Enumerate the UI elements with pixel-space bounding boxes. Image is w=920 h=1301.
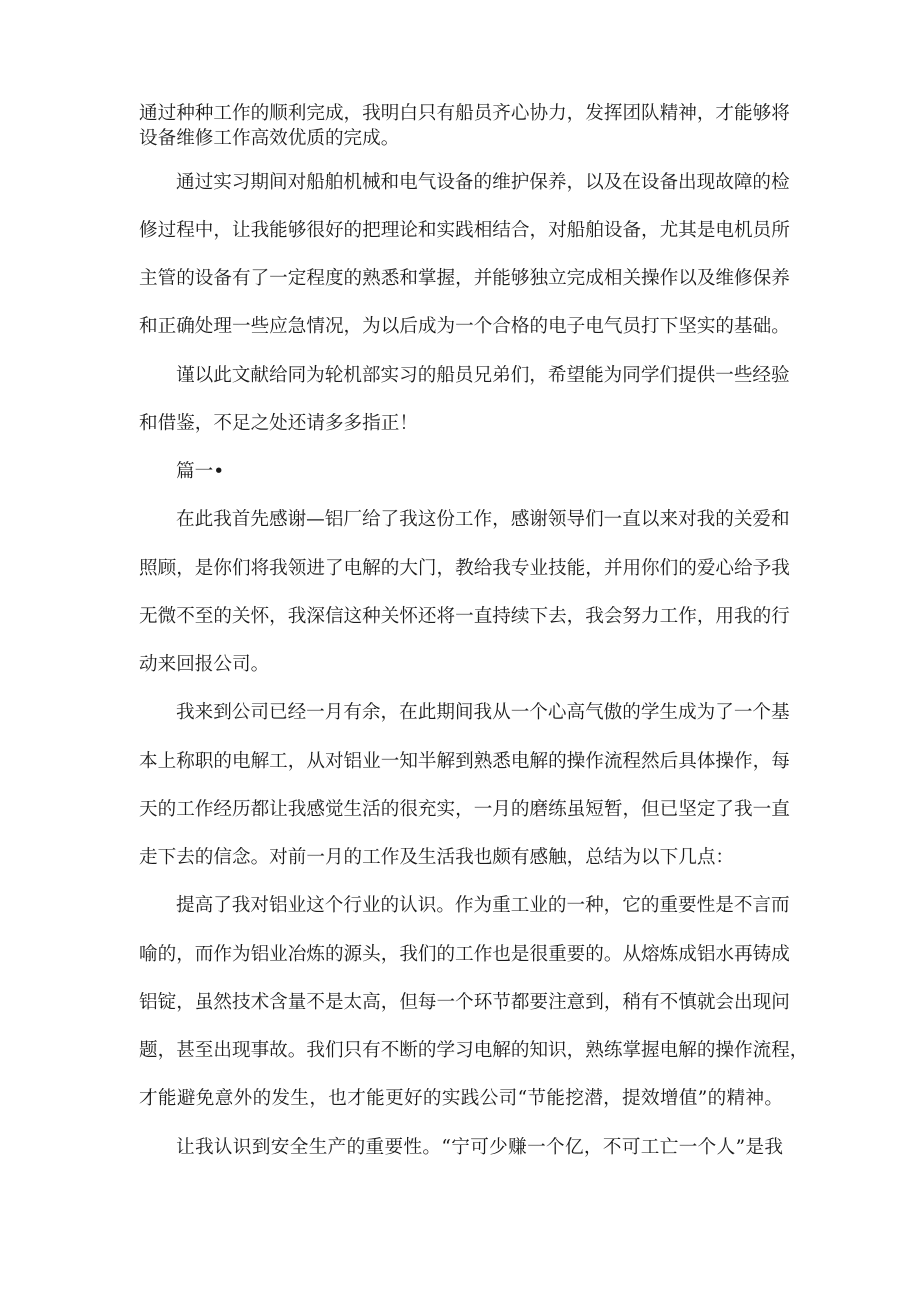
text-line: 在此我首先感谢—铝厂给了我这份工作，感谢领导们一直以来对我的关爱和 <box>176 509 790 530</box>
section-heading: 篇一• <box>176 461 225 482</box>
text-line: 动来回报公司。 <box>139 654 270 675</box>
text-line: 提高了我对铝业这个行业的认识。作为重工业的一种，它的重要性是不言而 <box>176 895 790 916</box>
text-line: 我来到公司已经一月有余，在此期间我从一个心高气傲的学生成为了一个基 <box>176 702 790 723</box>
text-line: 铝锭，虽然技术含量不是太高，但每一个环节都要注意到，稍有不慎就会出现问 <box>139 992 790 1013</box>
text-line: 设备维修工作高效优质的完成。 <box>139 128 400 149</box>
text-line: 天的工作经历都让我感觉生活的很充实，一月的磨练虽短暂，但已坚定了我一直 <box>139 799 790 820</box>
text-line: 修过程中，让我能够很好的把理论和实践相结合，对船舶设备，尤其是电机员所 <box>139 220 790 241</box>
text-line: 让我认识到安全生产的重要性。“宁可少赚一个亿，不可工亡一个人”是我 <box>176 1137 783 1158</box>
text-line: 才能避免意外的发生，也才能更好的实践公司“节能挖潜，提效增值”的精神。 <box>139 1088 783 1109</box>
text-line: 无微不至的关怀，我深信这种关怀还将一直持续下去，我会努力工作，用我的行 <box>139 606 790 627</box>
text-line: 走下去的信念。对前一月的工作及生活我也颇有感触，总结为以下几点： <box>139 847 735 868</box>
text-line: 通过实习期间对船舶机械和电气设备的维护保养，以及在设备出现故障的检 <box>176 172 790 193</box>
text-line: 题，甚至出现事故。我们只有不断的学习电解的知识，熟练掌握电解的操作流程， <box>139 1040 809 1061</box>
text-line: 喻的，而作为铝业冶炼的源头，我们的工作也是很重要的。从熔炼成铝水再铸成 <box>139 944 790 965</box>
text-line: 谨以此文献给同为轮机部实习的船员兄弟们，希望能为同学们提供一些经验 <box>176 365 790 386</box>
text-line: 通过种种工作的顺利完成，我明白只有船员齐心协力，发挥团队精神，才能够将 <box>139 103 790 124</box>
text-line: 照顾，是你们将我领进了电解的大门，教给我专业技能，并用你们的爱心给予我 <box>139 558 790 579</box>
text-line: 和借鉴，不足之处还请多多指正！ <box>139 413 418 434</box>
text-line: 和正确处理一些应急情况，为以后成为一个合格的电子电气员打下坚实的基础。 <box>139 316 790 337</box>
text-line: 本上称职的电解工，从对铝业一知半解到熟悉电解的操作流程然后具体操作，每 <box>139 751 790 772</box>
text-line: 主管的设备有了一定程度的熟悉和掌握，并能够独立完成相关操作以及维修保养 <box>139 268 790 289</box>
